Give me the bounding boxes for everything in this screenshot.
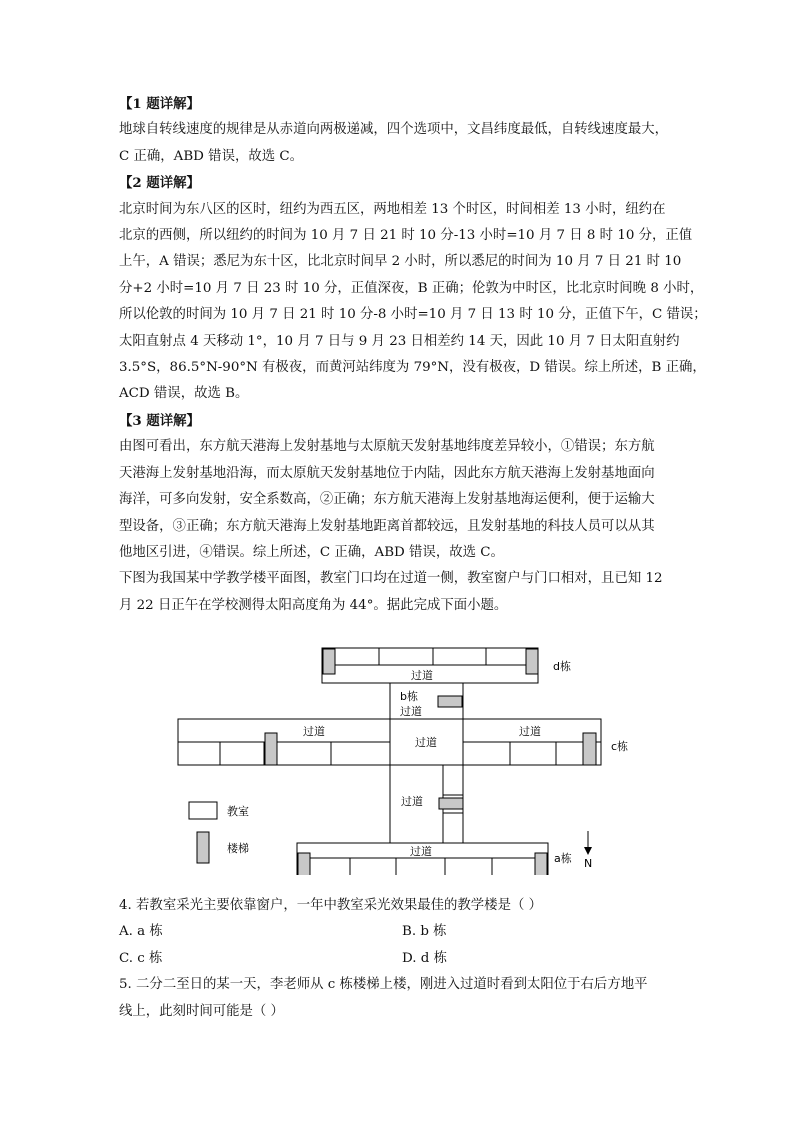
stairs-lower (439, 798, 463, 809)
corridor-a-label: 过道 (410, 845, 432, 858)
s2-line: ACD 错误，故选 B。 (119, 386, 249, 402)
building-d (322, 648, 572, 683)
north-arrow (584, 831, 592, 870)
legend-classroom-label: 教室 (227, 805, 249, 818)
s3-line: 他地区引进，④错误。综上所述，C 正确，ABD 错误，故选 C。 (119, 544, 504, 560)
corridor-c-mid-label: 过道 (415, 736, 437, 749)
north-label: N (584, 857, 593, 870)
stairs-a-right (535, 853, 547, 875)
intro-line: 月 22 日正午在学校测得太阳高度角为 44°。据此完成下面小题。 (119, 597, 508, 613)
s2-heading: 【2 题详解】 (119, 175, 200, 192)
s3-line: 海洋，可多向发射，安全系数高，②正确；东方航天港海上发射基地海运便利，便于运输大 (119, 492, 655, 508)
corridor-b-label: 过道 (400, 705, 422, 718)
stairs-d-right (526, 649, 538, 674)
s2-line: 北京时间为东八区的区时，纽约为西五区，两地相差 13 个时区，时间相差 13 小时，纽约在 (119, 201, 666, 217)
s3-line: 型设备，③正确；东方航天港海上发射基地距离首都较远，且发射基地的科技人员可以从其 (119, 518, 655, 534)
stairs-c-right (583, 733, 596, 765)
stairs-d-left (323, 649, 335, 674)
s1-heading: 【1 题详解】 (119, 96, 200, 112)
building-a (297, 843, 573, 875)
corridor-d-label: 过道 (411, 669, 433, 682)
legend-stairs-label: 楼梯 (227, 842, 249, 855)
s1-line: C 正确，ABD 错误，故选 C。 (119, 148, 304, 164)
building-c (178, 719, 629, 765)
corridor-c-left-label: 过道 (303, 725, 325, 738)
q4-stem: 4. 若教室采光主要依靠窗户，一年中教室采光效果最佳的教学楼是（ ） (119, 898, 543, 913)
legend (189, 802, 249, 863)
label-c: c栋 (611, 740, 629, 753)
q4-option-c[interactable]: C. c 栋 (119, 950, 163, 966)
s2-line: 3.5°S，86.5°N-90°N 有极夜，而黄河站纬度为 79°N，没有极夜，D 错误。综上所述，B 正确， (119, 360, 706, 376)
s2-line: 上午，A 错误；悉尼为东十区，比北京时间早 2 小时，所以悉尼的时间为 10 月 7 日 21 时 10 (119, 254, 682, 270)
legend-stairs-swatch (197, 832, 209, 863)
corridor-lower-label: 过道 (401, 795, 423, 808)
school-floor-plan (170, 643, 630, 875)
s2-line: 所以伦敦的时间为 10 月 7 日 21 时 10 分-8 小时=10 月 7 日 13 时 10 分，正值下午，C 错误； (119, 307, 707, 323)
s3-line: 天港海上发射基地沿海，而太原航天发射基地位于内陆，因此东方航天港海上发射基地面向 (119, 465, 655, 481)
label-a: a栋 (554, 852, 572, 865)
stairs-b (438, 696, 462, 707)
stairs-a-left (298, 853, 310, 875)
s3-line: 由图可看出，东方航天港海上发射基地与太原航天发射基地纬度差异较小，①错误；东方航 (119, 439, 655, 455)
s2-line: 太阳直射点 4 天移动 1°，10 月 7 日与 9 月 23 日相差约 14 天，因此 10 月 7 日太阳直射约 (119, 333, 680, 349)
s2-line: 分+2 小时=10 月 7 日 23 时 10 分，正值深夜，B 正确；伦敦为中时区，比北京时间晚 8 小时， (119, 280, 704, 296)
q4-options-row-1 (119, 919, 684, 945)
building-b (390, 683, 463, 719)
q5-line: 5. 二分二至日的某一天，李老师从 c 栋楼梯上楼，刚进入过道时看到太阳位于右后方地平 (119, 977, 648, 993)
q4-options-row-2 (119, 946, 684, 972)
s1-line: 地球自转线速度的规律是从赤道向两极递减，四个选项中，文昌纬度最低，自转线速度最大， (119, 122, 669, 138)
label-b: b栋 (400, 690, 418, 703)
q4-option-d[interactable]: D. d 栋 (402, 950, 447, 966)
intro-line: 下图为我国某中学教学楼平面图，教室门口均在过道一侧，教室窗户与门口相对，且已知 12 (119, 571, 663, 587)
questions (119, 893, 684, 1025)
solution-text (119, 91, 707, 619)
legend-classroom-swatch (189, 802, 217, 819)
lower-corridor (390, 765, 463, 843)
q5-line: 线上，此刻时间可能是（ ） (119, 1003, 284, 1019)
q4-option-a[interactable]: A. a 栋 (119, 924, 163, 940)
q4-option-b[interactable]: B. b 栋 (402, 924, 447, 940)
label-d: d栋 (553, 660, 571, 673)
s2-line: 北京的西侧，所以纽约的时间为 10 月 7 日 21 时 10 分-13 小时=10 月 7 日 8 时 10 分，正值 (119, 228, 693, 244)
s3-heading: 【3 题详解】 (119, 412, 200, 429)
stairs-c-left (265, 733, 277, 765)
corridor-c-right-label: 过道 (519, 725, 541, 738)
